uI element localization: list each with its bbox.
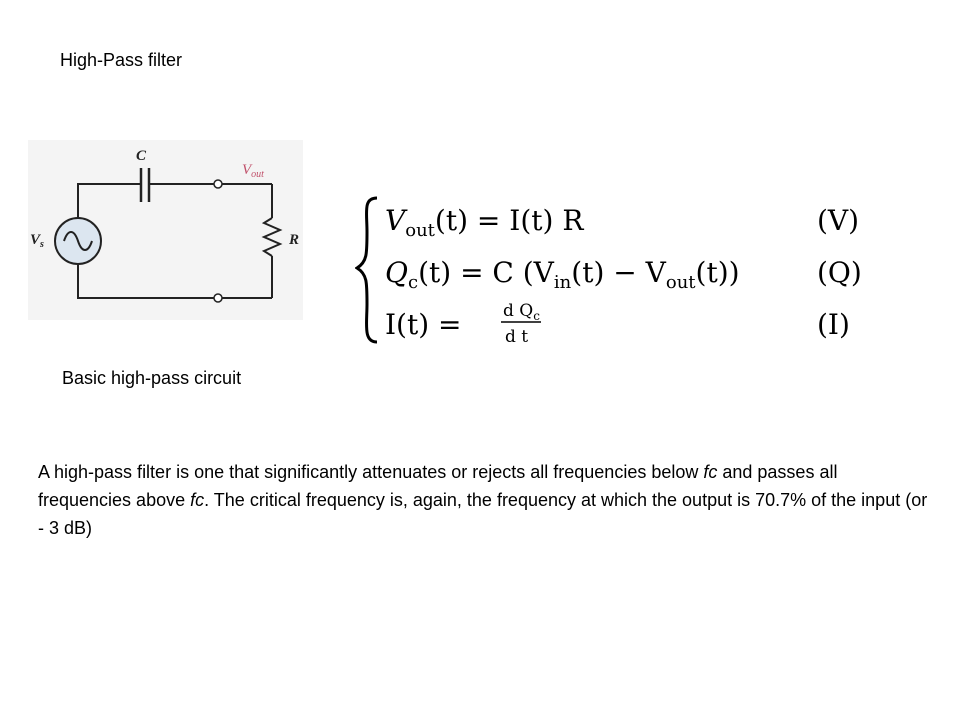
svg-text:I(t) =	[385, 308, 462, 341]
eq2-tag: (Q)	[817, 256, 862, 289]
eq2-rest: (t) = C (V	[418, 256, 554, 289]
circuit-schematic	[28, 140, 303, 320]
eq1-lhs-sub: out	[405, 220, 435, 241]
capacitor-label: C	[136, 148, 147, 164]
source-label: V	[30, 232, 41, 248]
eq2-mid-sub: in	[553, 272, 572, 293]
eq2-lhs: Q	[385, 256, 408, 289]
eq3-frac-num: d Q	[503, 301, 534, 321]
eq2-lhs-sub: c	[407, 272, 419, 293]
paragraph-fc-2: fc	[190, 490, 205, 510]
svg-text:Qc(t) = C (Vin(t) − Vout(t))	[385, 256, 740, 293]
eq3-frac-den: d t	[505, 327, 529, 347]
terminal-bottom	[214, 294, 222, 302]
svg-text:Vout	[242, 162, 264, 180]
paragraph-part-1: A high-pass filter is one that significantly attenuates or rejects all frequencies below	[38, 462, 704, 482]
svg-text:Vout(t) = I(t) R	[385, 204, 584, 241]
eq3-lhs: I(t) =	[385, 308, 462, 341]
resistor-label: R	[289, 232, 300, 248]
resistor	[264, 218, 280, 256]
svg-text:(Q)	[817, 256, 862, 289]
eq1-rest: (t) = I(t) R	[434, 204, 584, 237]
svg-text:Vs	[30, 232, 44, 250]
eq1-lhs: V	[385, 204, 406, 237]
eq2-mid-rest: (t) − V	[571, 256, 666, 289]
svg-text:C	[136, 148, 147, 164]
wire-top-left	[78, 184, 141, 219]
eq3-tag: (I)	[817, 308, 850, 341]
vout-label: V	[242, 162, 252, 178]
wire-bottom-left	[78, 264, 214, 298]
description-paragraph	[38, 458, 928, 542]
source-label-sub: s	[40, 239, 44, 250]
high-pass-circuit-diagram	[28, 140, 303, 320]
equation-system-svg	[355, 192, 875, 352]
eq3-frac-num-sub: c	[533, 309, 540, 323]
left-brace	[357, 198, 377, 342]
eq2-end-sub: out	[665, 272, 696, 293]
svg-text:d t	[505, 327, 528, 347]
circuit-caption: Basic high-pass circuit	[62, 368, 242, 388]
slide-title: High-Pass filter	[60, 50, 183, 70]
terminal-top	[214, 180, 222, 188]
paragraph-part-3: . The critical frequency is, again, the frequency at which the output is 70.7% of the input (or - 3 dB)	[38, 490, 928, 538]
svg-text:d Qc	[503, 301, 540, 323]
paragraph-fc-1: fc	[703, 462, 718, 482]
vout-label-sub: out	[251, 169, 264, 180]
svg-text:R	[288, 232, 299, 248]
paragraph-part-2: and passes all frequencies above	[38, 462, 838, 510]
svg-text:(I)	[817, 308, 850, 341]
equation-system	[355, 192, 875, 352]
eq2-end-rest: (t))	[695, 256, 740, 289]
eq1-tag: (V)	[817, 204, 860, 237]
svg-text:(V)	[817, 204, 859, 237]
